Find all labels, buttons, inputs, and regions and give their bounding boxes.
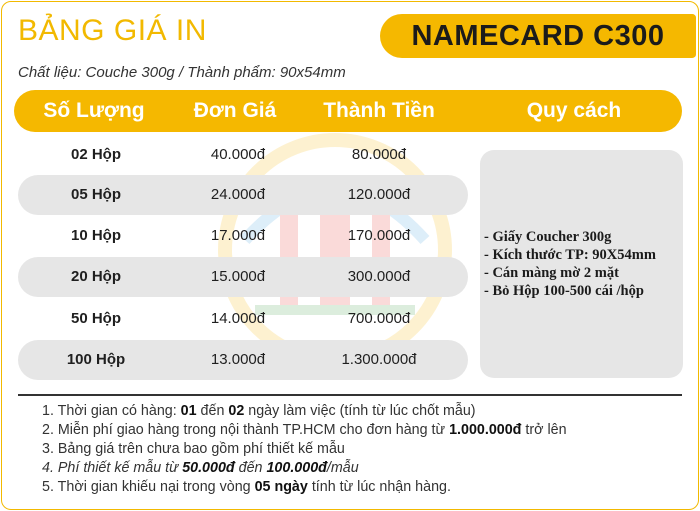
row-quantity: 10 Hộp bbox=[70, 227, 121, 244]
header-total: Thành Tiền bbox=[323, 99, 435, 122]
notes-list bbox=[42, 402, 567, 497]
spec-box bbox=[480, 150, 683, 378]
row-quantity: 50 Hộp bbox=[70, 310, 121, 327]
product-title: NAMECARD C300 bbox=[411, 19, 665, 52]
row-quantity: 02 Hộp bbox=[70, 146, 121, 163]
table-header bbox=[14, 90, 682, 132]
row-unit-price: 17.000đ bbox=[210, 227, 266, 244]
note-2: 2. Miễn phí giao hàng trong nội thành TP.HCM cho đơn hàng từ 1.000.000đ trở lên bbox=[42, 422, 567, 438]
table-row bbox=[18, 216, 468, 256]
row-unit-price: 15.000đ bbox=[210, 268, 266, 285]
header-quantity: Số Lượng bbox=[43, 99, 145, 122]
row-total: 170.000đ bbox=[347, 227, 411, 244]
notes-divider bbox=[18, 394, 682, 396]
note-1: 1. Thời gian có hàng: 01 đến 02 ngày làm việc (tính từ lúc chốt mẫu) bbox=[42, 403, 476, 419]
material-subtitle: Chất liệu: Couche 300g / Thành phẩm: 90x54mm bbox=[18, 64, 346, 81]
row-unit-price: 14.000đ bbox=[210, 310, 266, 327]
note-5: 5. Thời gian khiếu nại trong vòng 05 ngày tính từ lúc nhận hàng. bbox=[42, 479, 451, 495]
spec-item: - Giấy Coucher 300g bbox=[484, 229, 612, 245]
row-quantity: 20 Hộp bbox=[70, 268, 121, 285]
table-row bbox=[18, 175, 468, 215]
table-row bbox=[18, 135, 468, 175]
spec-item: - Bỏ Hộp 100-500 cái /hộp bbox=[484, 283, 644, 299]
header-unit-price: Đơn Giá bbox=[193, 99, 277, 122]
table-row bbox=[18, 299, 468, 339]
spec-item: - Cán màng mờ 2 mặt bbox=[484, 265, 619, 281]
row-total: 80.000đ bbox=[351, 146, 407, 163]
header-spec: Quy cách bbox=[526, 99, 622, 122]
row-quantity: 05 Hộp bbox=[70, 186, 121, 203]
row-total: 300.000đ bbox=[347, 268, 411, 285]
row-total: 700.000đ bbox=[347, 310, 411, 327]
row-unit-price: 13.000đ bbox=[210, 351, 266, 368]
product-title-badge bbox=[380, 14, 696, 58]
row-unit-price: 24.000đ bbox=[210, 186, 266, 203]
table-row bbox=[18, 257, 468, 297]
note-3: 3. Bảng giá trên chưa bao gồm phí thiết kế mẫu bbox=[42, 441, 345, 457]
spec-item: - Kích thước TP: 90X54mm bbox=[484, 247, 656, 263]
table-row bbox=[18, 340, 468, 380]
row-quantity: 100 Hộp bbox=[66, 351, 126, 368]
row-total: 120.000đ bbox=[347, 186, 411, 203]
note-4: 4. Phí thiết kế mẫu từ 50.000đ đến 100.000đ/mẫu bbox=[42, 460, 359, 476]
row-unit-price: 40.000đ bbox=[210, 146, 266, 163]
row-total: 1.300.000đ bbox=[341, 351, 417, 368]
page-title: BẢNG GIÁ IN bbox=[18, 14, 207, 47]
